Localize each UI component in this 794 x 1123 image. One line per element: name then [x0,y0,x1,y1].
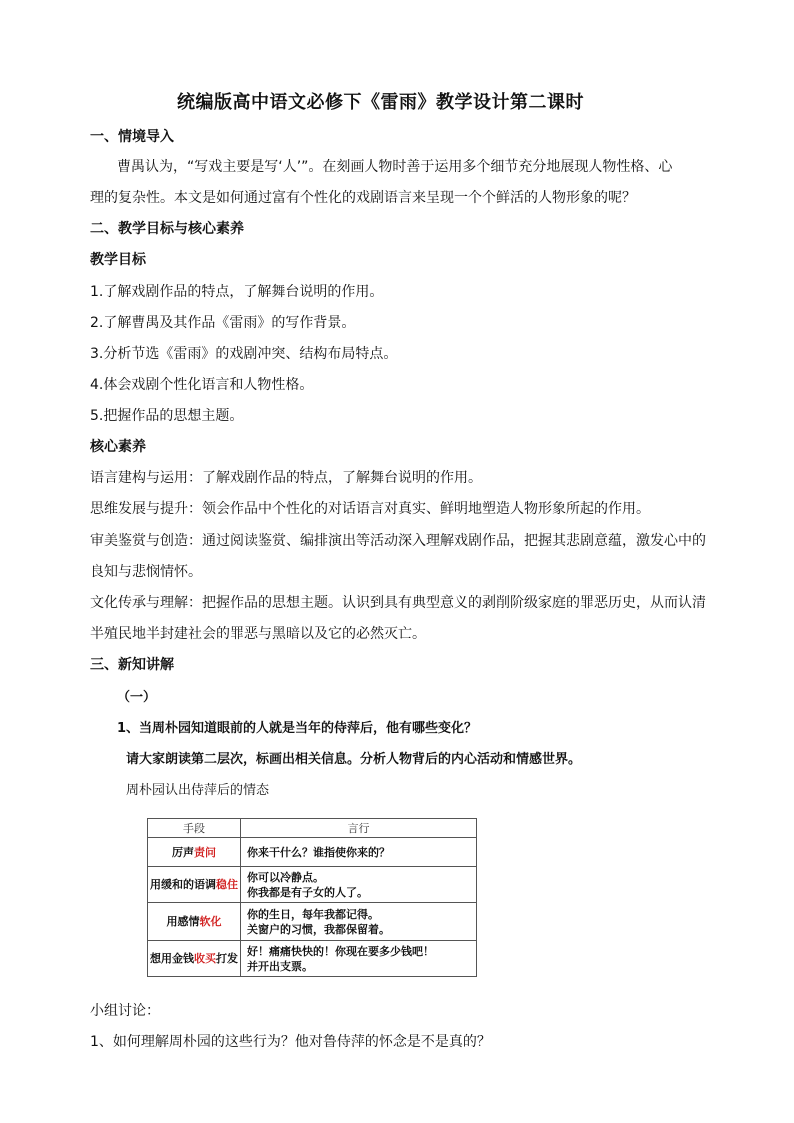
core-item-aesthetics-line1: 审美鉴赏与创造：通过阅读鉴赏、编排演出等活动深入理解戏剧作品，把握其悲剧意蕴，激发心中的 [90,533,706,549]
method-text: 厉声 [172,845,194,859]
page-title: 统编版高中语文必修下《雷雨》教学设计第二课时 [177,92,584,113]
method-suffix: 打发 [216,952,238,965]
table-header-row [148,819,477,838]
behavior-table [147,818,477,977]
intro-paragraph-line2: 理的复杂性。本文是如何通过富有个性化的戏剧语言来呈现一个个鲜活的人物形象的呢？ [90,190,636,206]
words-line: 你可以冷静点。 [247,870,324,884]
words-line: 好！痛痛快快的！你现在要多少钱吧！ [247,944,434,958]
section-heading-goals: 二、教学目标与核心素养 [90,221,244,237]
core-item-language: 语言建构与运用：了解戏剧作品的特点，了解舞台说明的作用。 [90,470,482,486]
table-row [148,867,477,903]
words-cell [241,867,477,903]
words-line: 你来干什么？谁指使你来的？ [247,845,390,859]
section-heading-intro: 一、情境导入 [90,129,174,145]
discussion-heading: 小组讨论： [90,1003,160,1019]
method-keyword: 责问 [194,845,216,859]
intro-paragraph-line1: 曹禺认为，“写戏主要是写‘人’”。在刻画人物时善于运用多个细节充分地展现人物性格、心 [117,159,673,175]
subheading-core-literacy: 核心素养 [90,439,146,455]
goal-item: 3.分析节选《雷雨》的戏剧冲突、结构布局特点。 [90,346,398,362]
words-cell [241,838,477,867]
question-1: 1、当周朴园知道眼前的人就是当年的侍萍后，他有哪些变化？ [117,721,478,736]
method-keyword: 软化 [199,915,222,928]
goal-item: 2.了解曹禺及其作品《雷雨》的写作背景。 [90,315,356,331]
section-heading-new-knowledge: 三、新知讲解 [90,657,174,673]
words-line: 关窗户的习惯，我都保留着。 [247,922,390,936]
core-item-thinking: 思维发展与提升：领会作品中个性化的对话语言对真实、鲜明地塑造人物形象所起的作用。 [90,501,650,517]
method-cell [148,867,241,903]
core-item-aesthetics-line2: 良知与悲悯情怀。 [90,564,202,580]
question-1-instruction: 请大家朗读第二层次，标画出相关信息。分析人物背后的内心活动和情感世界。 [126,752,582,767]
table-header-method: 手段 [148,819,241,838]
subheading-teaching-goals: 教学目标 [90,252,146,268]
core-item-culture-line2: 半殖民地半封建社会的罪恶与黑暗以及它的必然灭亡。 [90,626,426,642]
core-item-culture-line1: 文化传承与理解：把握作品的思想主题。认识到具有典型意义的剥削阶级家庭的罪恶历史，从而认清 [90,595,706,611]
method-text: 想用金钱 [150,952,194,965]
method-keyword: 收买 [194,952,216,965]
subsection-marker: （一） [117,690,157,705]
words-cell [241,903,477,941]
goal-item: 4.体会戏剧个性化语言和人物性格。 [90,377,314,393]
method-cell [148,838,241,867]
words-line: 你我都是有子女的人了。 [247,885,368,899]
words-cell [241,941,477,977]
table-caption: 周朴园认出侍萍后的情态 [126,783,270,798]
method-keyword: 稳住 [216,878,238,891]
goal-item: 1.了解戏剧作品的特点，了解舞台说明的作用。 [90,284,384,300]
table-header-words: 言行 [241,819,477,838]
method-cell [148,941,241,977]
table-row [148,903,477,941]
goal-item: 5.把握作品的思想主题。 [90,408,244,424]
words-line: 并开出支票。 [247,959,313,973]
table-row [148,838,477,867]
method-text: 用感情 [166,915,200,928]
words-line: 你的生日，每年我都记得。 [247,907,379,921]
table-row [148,941,477,977]
method-cell [148,903,241,941]
discussion-question-1: 1、如何理解周朴园的这些行为？他对鲁侍萍的怀念是不是真的？ [90,1034,491,1050]
method-text: 用缓和的语调 [150,878,216,891]
